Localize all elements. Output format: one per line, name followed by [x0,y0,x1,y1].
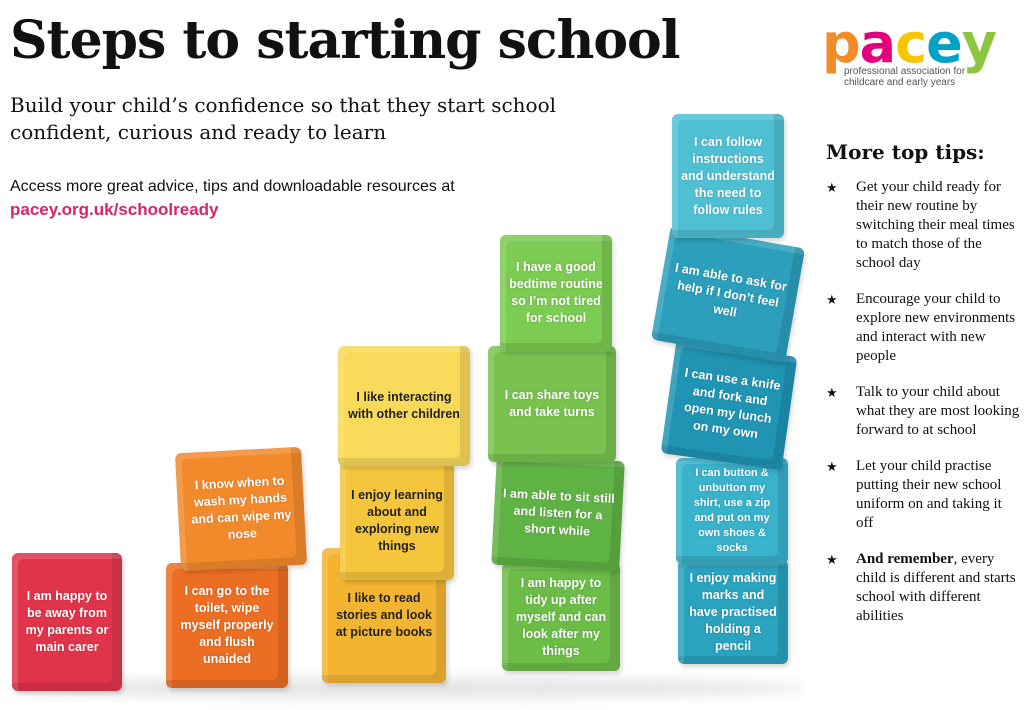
block-green-2 [491,455,625,572]
tip-text: Talk to your child about what they are most looking forward to at school [856,384,1020,438]
block-text: I can follow instructions and understand the need to follow rules [681,134,775,217]
block-text: I can share toys and take turns [504,388,600,419]
tips-heading: More top tips: [826,140,985,164]
block-teal-4 [651,225,805,363]
tips-list [826,178,1021,643]
block-text: I am happy to tidy up after myself and can look after my things [515,575,607,658]
logo-tagline-line2: childcare and early years [844,77,956,88]
access-text: Access more great advice, tips and downloadable resources at [10,178,455,195]
star-icon: ★ [826,180,838,195]
tip-text: Encourage your child to explore new environments and interact with new people [856,291,1016,364]
block-text: I know when to wash my hands and can wipe my nose [191,473,292,542]
block-text: I enjoy making marks and have practised holding a pencil [689,570,777,653]
tip-text: Let your child practise putting their new school uniform on and taking it off [856,458,1002,531]
tip-item [826,550,1021,626]
page-title: Steps to starting school [10,10,680,71]
tip-item [826,383,1021,440]
logo-letter-e: e [926,12,962,75]
logo-letter-a: a [859,12,896,75]
star-icon: ★ [826,385,838,400]
block-text: I can use a knife and fork and open my lunch on my own [683,365,782,442]
block-text: I can button & unbutton my shirt, use a zip and put on my own shoes & socks [693,467,771,554]
pacey-logo [822,12,1022,90]
tip-item [826,457,1021,533]
block-green-4 [500,235,612,351]
block-text: I enjoy learning about and exploring new things [351,488,443,553]
schoolready-link[interactable]: pacey.org.uk/schoolready [10,200,219,219]
tip-bold: And remember [856,551,954,567]
logo-tagline-line1: professional association for [844,66,966,77]
block-orange-1 [166,563,288,688]
block-yellow-3 [338,346,470,466]
logo-letter-p: p [822,12,860,75]
block-teal-2 [676,458,788,564]
tip-text: Get your child ready for their new routine by switching their meal times to match those of the school day [856,179,1015,271]
block-text: I am happy to be away from my parents or main carer [25,589,109,654]
star-icon: ★ [826,459,838,474]
block-text: I can go to the toilet, wipe myself properly and flush unaided [180,584,274,666]
block-text: I like to read stories and look at picture books [335,591,433,639]
block-red-1 [12,553,122,691]
block-text: I am able to ask for help if I don’t feel well [674,260,789,320]
block-text: I like interacting with other children [348,390,460,421]
logo-letter-c: c [895,12,927,75]
block-teal-1 [678,560,788,664]
tip-text: , every child is different and starts school with different abilities [856,551,1016,624]
block-green-1 [502,563,620,671]
page-subtitle: Build your child’s confidence so that they start school confident, curious and ready to learn [10,93,557,144]
block-text: I am able to sit still and listen for a short while [502,485,616,539]
block-teal-5 [672,114,784,238]
block-green-3 [488,346,616,462]
star-icon: ★ [826,552,838,567]
logo-tagline [844,66,965,88]
tip-item [826,290,1021,366]
block-orange-2 [175,447,307,571]
block-text: I have a good bedtime routine so I’m not tired for school [509,260,603,325]
star-icon: ★ [826,292,838,307]
logo-letter-y: y [961,12,996,75]
block-yellow-2 [340,462,454,580]
tip-item [826,178,1021,273]
